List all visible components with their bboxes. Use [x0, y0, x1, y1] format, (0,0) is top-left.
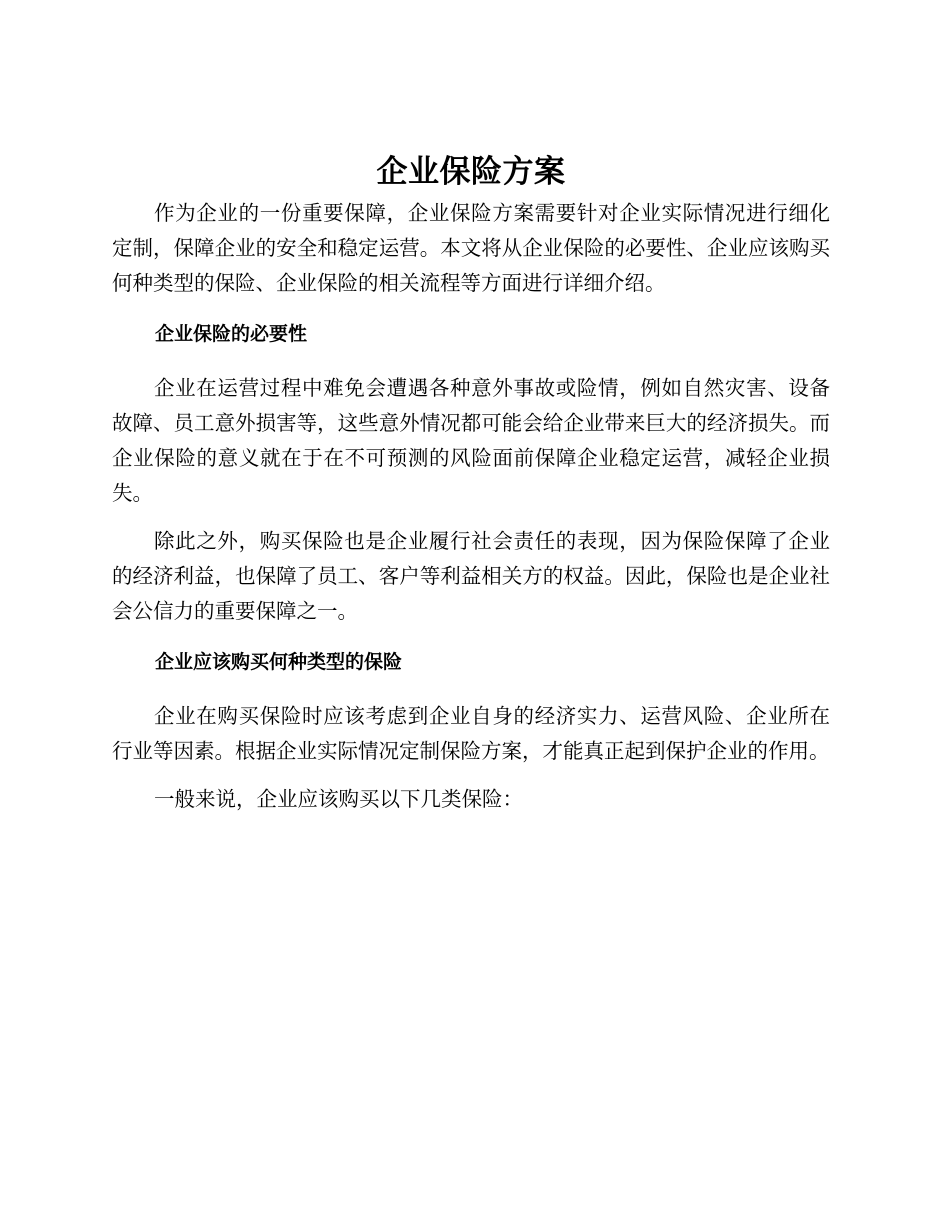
intro-paragraph: 作为企业的一份重要保障，企业保险方案需要针对企业实际情况进行细化定制，保障企业的安全和稳定运营。本文将从企业保险的必要性、企业应该购买何种类型的保险、企业保险的相关流程等方面进行详细介绍。: [112, 201, 830, 295]
section-paragraph: 除此之外，购买保险也是企业履行社会责任的表现，因为保险保障了企业的经济利益，也保障了员工、客户等利益相关方的权益。因此，保险也是企业社会公信力的重要保障之一。: [112, 529, 830, 623]
section-paragraph: 企业在运营过程中难免会遭遇各种意外事故或险情，例如自然灾害、设备故障、员工意外损害等，这些意外情况都可能会给企业带来巨大的经济损失。而企业保险的意义就在于在不可预测的风险面前保障企业稳定运营，减轻企业损失。: [112, 376, 830, 505]
section-paragraph: 一般来说，企业应该购买以下几类保险：: [154, 787, 523, 811]
document-title: 企业保险方案: [376, 154, 566, 190]
section-heading-insurance-types: 企业应该购买何种类型的保险: [155, 651, 403, 673]
document-page: [112, 150, 830, 817]
section-heading-necessity: 企业保险的必要性: [155, 323, 308, 345]
section-paragraph: 企业在购买保险时应该考虑到企业自身的经济实力、运营风险、企业所在行业等因素。根据企业实际情况定制保险方案，才能真正起到保护企业的作用。: [112, 704, 830, 763]
